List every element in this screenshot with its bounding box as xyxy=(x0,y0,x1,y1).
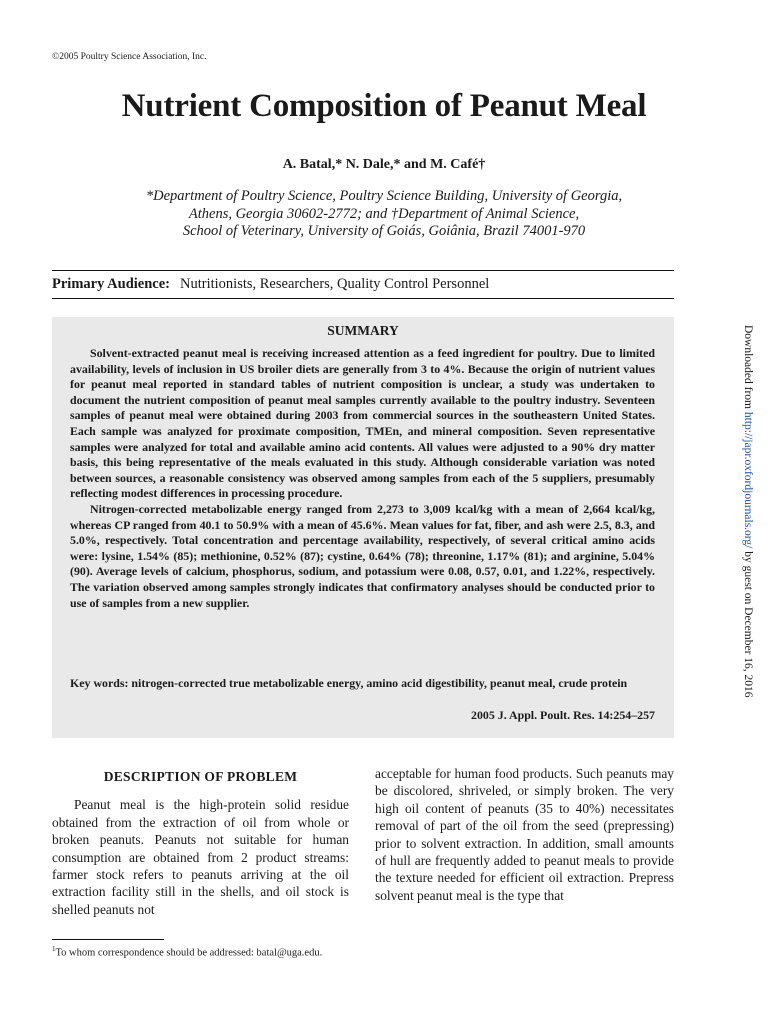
download-watermark xyxy=(740,325,754,705)
audience-value: Nutritionists, Researchers, Quality Control Personnel xyxy=(180,276,490,292)
copyright-notice: ©2005 Poultry Science Association, Inc. xyxy=(52,52,207,62)
footnote-marker: 1 xyxy=(52,945,56,953)
affiliation-line: *Department of Poultry Science, Poultry Science Building, University of Georgia, xyxy=(145,188,623,204)
keywords: Key words: nitrogen-corrected true metabolizable energy, amino acid digestibility, peanut meal, crude protein xyxy=(70,676,628,690)
affiliation-line: Athens, Georgia 30602-2772; and †Department of Animal Science, xyxy=(188,205,580,222)
summary-body xyxy=(70,346,655,611)
body-paragraph: Peanut meal is the high-protein solid residue obtained from the extraction of oil from whole or broken peanuts. Peanuts not suitable for human consumption are obtained from 2 product streams: farmer stock refers to peanuts arriving at the oil extraction facility still in the shells, and oil stock is shelled peanuts not xyxy=(52,797,349,917)
download-prefix: Downloaded from xyxy=(742,325,754,412)
audience-label: Primary Audience: xyxy=(52,276,170,292)
left-column xyxy=(52,768,349,918)
section-heading: DESCRIPTION OF PROBLEM xyxy=(103,769,298,784)
journal-citation: 2005 J. Appl. Poult. Res. 14:254–257 xyxy=(471,708,655,722)
affiliations xyxy=(40,188,728,241)
audience-bottom-rule xyxy=(52,298,674,299)
summary-paragraph: Solvent-extracted peanut meal is receiving increased attention as a feed ingredient for poultry. Due to limited availability, levels of inclusion in US broiler diets are generally from 3 to 4%. Because the origin of nutrient values for peanut meal reported in standard tables of nutrient composition is unclear, a study was undertaken to document the nutrient composition of peanut meal samples currently available to the poultry industry. Seventeen samples of peanut meal were obtained during 2003 from commercial sources in the southeastern United States. Each sample was analyzed for proximate composition, TMEn, and mineral composition. Seven representative samples were analyzed for total and available amino acid contents. All values were adjusted to a 90% dry matter basis, this being representative of the meals evaluated in this study. Although considerable variation was noted between sources, a reasonable consistency was observed among samples from each of the 5 suppliers, presumably reflecting modest differences in processing procedure. xyxy=(70,346,655,501)
footnote-text: To whom correspondence should be addressed: batal@uga.edu. xyxy=(55,947,323,959)
right-column xyxy=(375,765,674,904)
footnote xyxy=(52,945,322,959)
journal-link[interactable]: http://japr.oxfordjournals.org/ xyxy=(742,411,754,549)
download-suffix: by guest on December 16, 2016 xyxy=(742,548,754,698)
footnote-rule xyxy=(52,939,164,940)
article-title: Nutrient Composition of Peanut Meal xyxy=(121,88,647,124)
audience-top-rule xyxy=(52,270,674,271)
author-list: A. Batal,* N. Dale,* and M. Café† xyxy=(282,157,486,172)
summary-paragraph: Nitrogen-corrected metabolizable energy ranged from 2,273 to 3,009 kcal/kg with a mean of 2,664 kcal/kg, whereas CP ranged from 40.1 to 50.9% with a mean of 45.6%. Mean values for fat, fiber, and ash were 2.5, 8.3, and 5.0%, respectively. Total concentration and percentage availability, respectively, of several critical amino acids were: lysine, 1.54% (85); methionine, 0.52% (87); cystine, 0.64% (78); threonine, 1.17% (81); and arginine, 5.04% (90). Average levels of calcium, phosphorus, sodium, and potassium were 0.08, 0.57, 0.01, and 1.22%, respectively. The variation observed among samples strongly indicates that confirmatory analyses should be conducted prior to use of samples from a new supplier. xyxy=(70,501,655,610)
summary-heading: SUMMARY xyxy=(327,323,399,338)
affiliation-line: School of Veterinary, University of Goiás, Goiânia, Brazil 74001-970 xyxy=(182,223,586,239)
body-paragraph: acceptable for human food products. Such peanuts may be discolored, shriveled, or simply broken. The very high oil content of peanuts (35 to 40%) necessitates removal of part of the oil from the seed (prepressing) prior to solvent extraction. In addition, small amounts of hull are frequently added to peanut meals to provide the texture needed for efficient oil extraction. Prepress solvent peanut meal is the type that xyxy=(375,766,674,903)
primary-audience xyxy=(52,276,489,293)
summary-box xyxy=(52,317,674,738)
